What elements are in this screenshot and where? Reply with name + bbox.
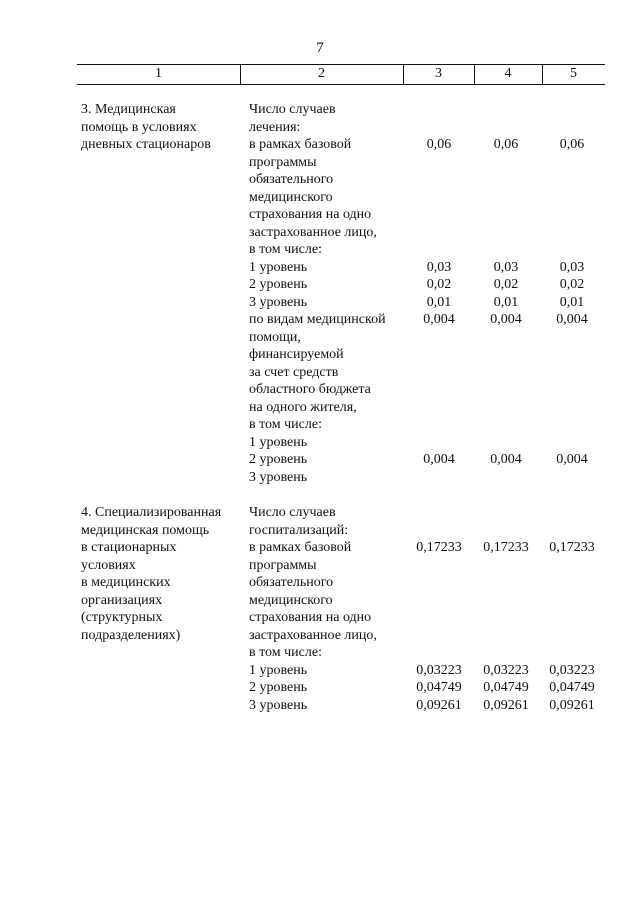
indicator-line: 1 уровень bbox=[249, 662, 308, 678]
indicator-line: в рамках базовой bbox=[249, 137, 352, 152]
indicator-line: застрахованное лицо, bbox=[249, 627, 377, 643]
value-cell-col3: 0,02 bbox=[426, 277, 452, 292]
value-cell-col4: 0,09261 bbox=[483, 697, 529, 713]
value-cell-col3: 0,06 bbox=[426, 137, 452, 152]
indicator-line: 2 уровень bbox=[249, 277, 308, 292]
indicator-line: 1 уровень bbox=[249, 259, 308, 275]
indicator-line: в том числе: bbox=[249, 645, 322, 660]
column-header-5: 5 bbox=[570, 66, 577, 81]
value-cell-col3: 0,17233 bbox=[416, 540, 462, 555]
indicator-line: обязательного bbox=[249, 575, 334, 590]
indicator-line: медицинского bbox=[249, 189, 333, 205]
value-cell-col5: 0,004 bbox=[556, 312, 588, 327]
value-cell-col4: 0,01 bbox=[493, 294, 519, 310]
value-cell-col3: 0,004 bbox=[423, 452, 455, 467]
indicator-line: 3 уровень bbox=[249, 697, 308, 713]
row-title-line: 3. Медицинская bbox=[81, 102, 176, 117]
indicator-line: 2 уровень bbox=[249, 680, 308, 695]
indicator-line: по видам медицинской bbox=[249, 312, 386, 327]
indicator-line: 2 уровень bbox=[249, 452, 308, 467]
indicator-line: Число случаев bbox=[249, 505, 336, 520]
indicator-line: страхования на одно bbox=[249, 207, 372, 222]
value-cell-col4: 0,004 bbox=[490, 452, 522, 467]
indicator-line: в том числе: bbox=[249, 417, 322, 432]
row-title-line: (структурных bbox=[81, 610, 163, 625]
indicator-line: на одного жителя, bbox=[249, 399, 357, 415]
indicator-line: застрахованное лицо, bbox=[249, 224, 377, 240]
indicator-line: госпитализаций: bbox=[249, 522, 349, 538]
indicator-line: 3 уровень bbox=[249, 469, 308, 485]
value-cell-col3: 0,01 bbox=[426, 294, 452, 310]
row-title-line: помощь в условиях bbox=[81, 119, 197, 135]
value-cell-col4: 0,06 bbox=[493, 137, 519, 152]
column-header-4: 4 bbox=[504, 66, 512, 81]
indicator-line: 1 уровень bbox=[249, 434, 308, 450]
value-cell-col4: 0,02 bbox=[493, 277, 519, 292]
value-cell-col5: 0,01 bbox=[559, 294, 585, 310]
value-cell-col5: 0,03223 bbox=[549, 662, 595, 678]
row-title-line: в медицинских bbox=[81, 575, 171, 590]
row-title-line: медицинская помощь bbox=[81, 522, 210, 538]
value-cell-col3: 0,09261 bbox=[416, 697, 462, 713]
value-cell-col4: 0,17233 bbox=[483, 540, 529, 555]
value-cell-col4: 0,004 bbox=[490, 312, 522, 327]
value-cell-col4: 0,03 bbox=[493, 259, 519, 275]
value-cell-col4: 0,03223 bbox=[483, 662, 529, 678]
row-title-line: условиях bbox=[81, 557, 136, 573]
value-cell-col5: 0,09261 bbox=[549, 697, 595, 713]
value-cell-col5: 0,004 bbox=[556, 452, 588, 467]
table-header-bottom-rule bbox=[77, 84, 605, 85]
row-title-line: 4. Специализированная bbox=[81, 505, 222, 520]
row-title-line: дневных стационаров bbox=[81, 137, 211, 152]
indicator-line: обязательного bbox=[249, 172, 334, 187]
indicator-line: программы bbox=[249, 557, 317, 573]
value-cell-col4: 0,04749 bbox=[483, 680, 529, 695]
indicator-line: страхования на одно bbox=[249, 610, 372, 625]
indicator-line: медицинского bbox=[249, 592, 333, 608]
indicator-line: программы bbox=[249, 154, 317, 170]
row-title-line: организациях bbox=[81, 592, 163, 608]
value-cell-col5: 0,17233 bbox=[549, 540, 595, 555]
value-cell-col5: 0,02 bbox=[559, 277, 585, 292]
indicator-line: финансируемой bbox=[249, 347, 344, 362]
indicator-line: 3 уровень bbox=[249, 294, 308, 310]
value-cell-col3: 0,03223 bbox=[416, 662, 462, 678]
indicator-line: областного бюджета bbox=[249, 382, 371, 397]
value-cell-col5: 0,06 bbox=[559, 137, 585, 152]
indicator-line: за счет средств bbox=[249, 364, 339, 380]
indicator-line: в рамках базовой bbox=[249, 540, 352, 555]
row-title-line: подразделениях) bbox=[81, 627, 181, 643]
column-header-2: 2 bbox=[318, 66, 325, 81]
value-cell-col3: 0,04749 bbox=[416, 680, 462, 695]
column-header-1: 1 bbox=[155, 66, 162, 81]
row-title-line: в стационарных bbox=[81, 540, 177, 555]
value-cell-col3: 0,004 bbox=[423, 312, 455, 327]
value-cell-col5: 0,04749 bbox=[549, 680, 595, 695]
indicator-line: лечения: bbox=[249, 119, 301, 135]
indicator-line: Число случаев bbox=[249, 102, 336, 117]
column-header-3: 3 bbox=[435, 66, 442, 81]
value-cell-col3: 0,03 bbox=[426, 259, 452, 275]
value-cell-col5: 0,03 bbox=[559, 259, 585, 275]
page-number: 7 bbox=[316, 40, 324, 56]
indicator-line: помощи, bbox=[249, 329, 301, 345]
indicator-line: в том числе: bbox=[249, 242, 322, 257]
